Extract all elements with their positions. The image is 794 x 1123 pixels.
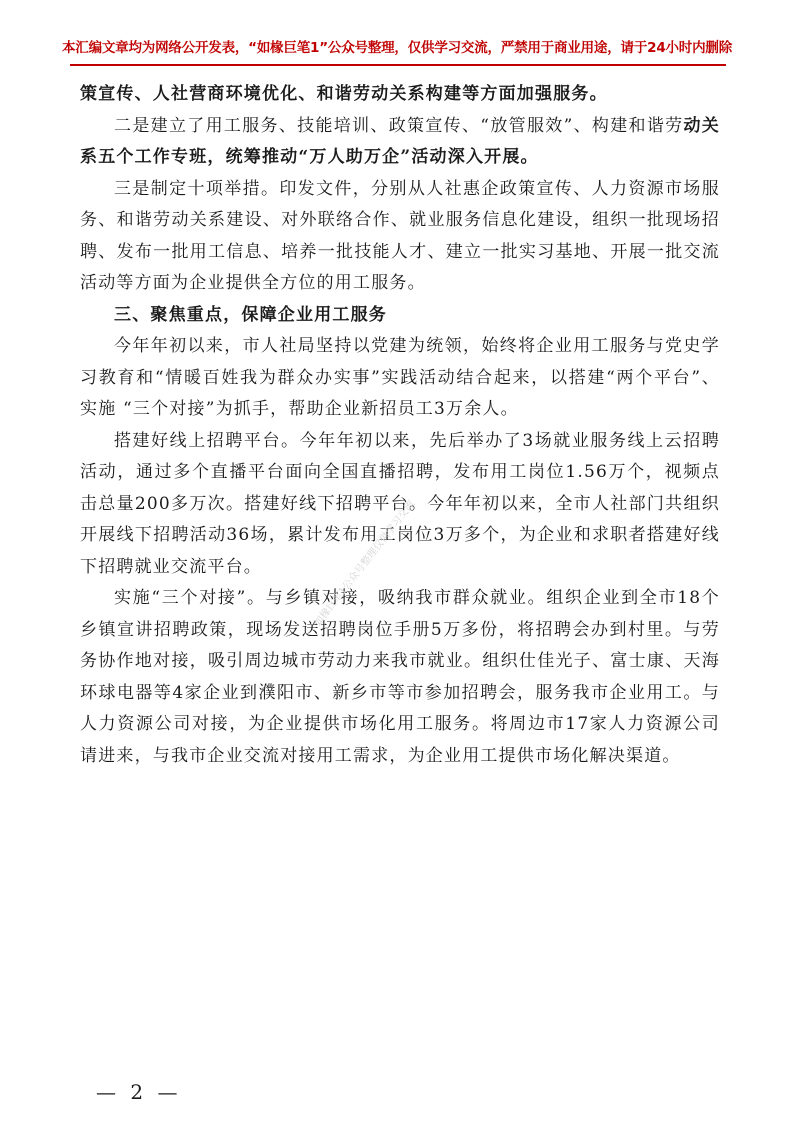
section-heading-3: 三、聚焦重点，保障企业用工服务	[114, 304, 387, 325]
paragraph-task-forces-text: 二是建立了用工服务、技能培训、政策宣传、“放管服效”、构建和谐劳	[114, 115, 684, 136]
paragraph-task-forces	[80, 111, 720, 174]
paragraph-three-connections: 实施“三个对接”。与乡镇对接，吸纳我市群众就业。组织企业到全市18个乡镇宣讲招聘政策，现场发送招聘岗位手册5万多份，将招聘会办到村里。与劳务协作地对接，吸引周边城市劳动力来我市就业。组织仕佳光子、富士康、天海环球电器等4家企业到濮阳市、新乡市等市参加招聘会，服务我市企业用工。与人力资源公司对接，为企业提供市场化用工服务。将周边市17家人力资源公司请进来，与我市企业交流对接用工需求，为企业用工提供市场化解决渠道。	[80, 588, 720, 766]
paragraph-continuation: 策宣传、人社营商环境优化、和谐劳动关系构建等方面加强服务。	[80, 84, 608, 104]
watermark: 如椽巨笔1公众号整理仅供学习交流	[312, 498, 418, 629]
header-notice: 本汇编文章均为网络公开发表，“如椽巨笔1”公众号整理，仅供学习交流，严禁用于商业用途，请于24小时内删除	[61, 40, 733, 56]
paragraph-ten-measures: 三是制定十项举措。印发文件，分别从人社惠企政策宣传、人力资源市场服务、和谐劳动关系建设、对外联络合作、就业服务信息化建设，组织一批现场招聘、发布一批用工信息、培养一批技能人才、建立一批实习基地、开展一批交流活动等方面为企业提供全方位的用工服务。	[80, 178, 720, 293]
paragraph-task-forces-bold: 动关系五个工作专班，统筹推动“万人助万企”活动深入开展。	[80, 115, 720, 167]
document-body	[80, 79, 720, 772]
paragraph-party-building: 今年年初以来，市人社局坚持以党建为统领，始终将企业用工服务与党史学习教育和“情暖百姓我为群众办实事”实践活动结合起来，以搭建“两个平台”、实施 “三个对接”为抓手，帮助企业新招员工3万余人。	[80, 336, 720, 419]
paragraph-recruitment-platforms: 搭建好线上招聘平台。今年年初以来，先后举办了3场就业服务线上云招聘活动，通过多个直播平台面向全国直播招聘，发布用工岗位1.56万个，视频点击总量200多万次。搭建好线下招聘平台。今年年初以来，全市人社部门共组织开展线下招聘活动36场，累计发布用工岗位3万多个，为企业和求职者搭建好线下招聘就业交流平台。	[80, 430, 720, 577]
header-divider	[70, 64, 726, 66]
page-number: — 2 —	[96, 1080, 182, 1104]
